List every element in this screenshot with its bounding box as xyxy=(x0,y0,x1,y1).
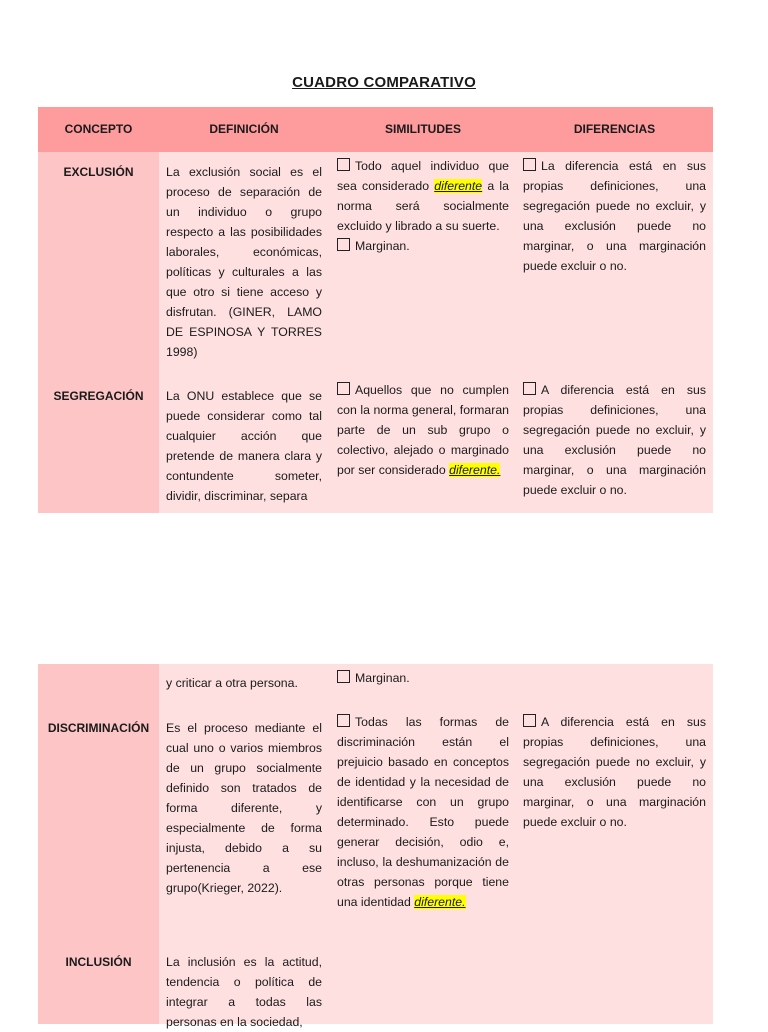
concept-exclusion: EXCLUSIÓN xyxy=(63,165,134,179)
definition-inclusion: La inclusión es la actitud, tendencia o política de integrar a todas las personas en la sociedad, xyxy=(166,955,322,1029)
definition-exclusion: La exclusión social es el proceso de separación de un individuo o grupo respecto a las posibilidades laborales, económicas, políticas y culturales a las que otro si tiene acceso y disfrutan. (GINER, LAMO DE ESPINOSA Y TORRES 1998) xyxy=(166,165,322,359)
concept-segregacion: SEGREGACIÓN xyxy=(53,389,144,403)
similarities-discriminacion: Todas las formas de discriminación están el prejuicio basado en conceptos de identidad y la necesidad de identificarse con un grupo determinado. Esto puede generar decisión, odio e, incluso, la deshumanización de otras personas porque tiene una identidad diferente. xyxy=(337,715,509,909)
checkbox-icon[interactable] xyxy=(337,382,350,395)
header-definicion: DEFINICIÓN xyxy=(209,122,279,136)
similarity-item: Marginan. xyxy=(337,236,509,256)
comparison-table-part-2 xyxy=(38,664,713,1029)
definition-discriminacion: Es el proceso mediante el cual uno o varios miembros de un grupo socialmente definido son tratados de forma diferente, y especialmente de forma injusta, debido a su pertenencia a ese grupo(Krieger, 2022). xyxy=(166,721,322,895)
comparison-table-part-1 xyxy=(38,107,713,513)
similarity-item: Todo aquel individuo que sea considerado diferente a la norma será socialmente excluido y librado a su suerte. xyxy=(337,159,510,233)
header-concepto: CONCEPTO xyxy=(64,122,133,136)
checkbox-icon[interactable] xyxy=(337,158,350,171)
document-title: CUADRO COMPARATIVO xyxy=(292,74,476,91)
concept-inclusion: INCLUSIÓN xyxy=(65,955,132,969)
highlighted-word: diferente xyxy=(434,179,483,193)
checkbox-icon[interactable] xyxy=(337,714,350,727)
table-header-row xyxy=(38,107,713,152)
definition-segregacion-part-2: y criticar a otra persona. xyxy=(166,676,298,690)
differences-discriminacion: A diferencia está en sus propias definiciones, una segregación puede no excluir, y una exclusión puede no marginar, o una marginación puede excluir o no. xyxy=(523,715,706,829)
similarities-segregacion xyxy=(337,380,509,480)
similarities-exclusion xyxy=(337,156,509,256)
checkbox-icon[interactable] xyxy=(523,382,536,395)
checkbox-icon[interactable] xyxy=(337,238,350,251)
checkbox-icon[interactable] xyxy=(337,670,350,683)
concept-discriminacion: DISCRIMINACIÓN xyxy=(47,721,150,735)
highlighted-word: diferente. xyxy=(449,463,501,477)
header-diferencias: DIFERENCIAS xyxy=(573,122,656,136)
differences-exclusion: La diferencia está en sus propias definiciones, una segregación puede no excluir, y una exclusión puede no marginar, o una marginación puede excluir o no. xyxy=(523,159,706,273)
checkbox-icon[interactable] xyxy=(523,158,536,171)
definition-segregacion-part-1: La ONU establece que se puede considerar como tal cualquier acción que pretende de manera clara y contundente someter, dividir, discriminar, separa xyxy=(166,389,322,503)
similarity-item: Aquellos que no cumplen con la norma general, formaran parte de un sub grupo o colectivo, alejado o marginado por ser considerado diferente. xyxy=(337,383,509,477)
header-similitudes: SIMILITUDES xyxy=(384,122,461,136)
checkbox-icon[interactable] xyxy=(523,714,536,727)
highlighted-word: diferente. xyxy=(414,895,466,909)
similarities-segregacion-continued: Marginan. xyxy=(337,668,509,688)
differences-segregacion: A diferencia está en sus propias definiciones, una segregación puede no excluir, y una exclusión puede no marginar, o una marginación puede excluir o no. xyxy=(523,383,706,497)
